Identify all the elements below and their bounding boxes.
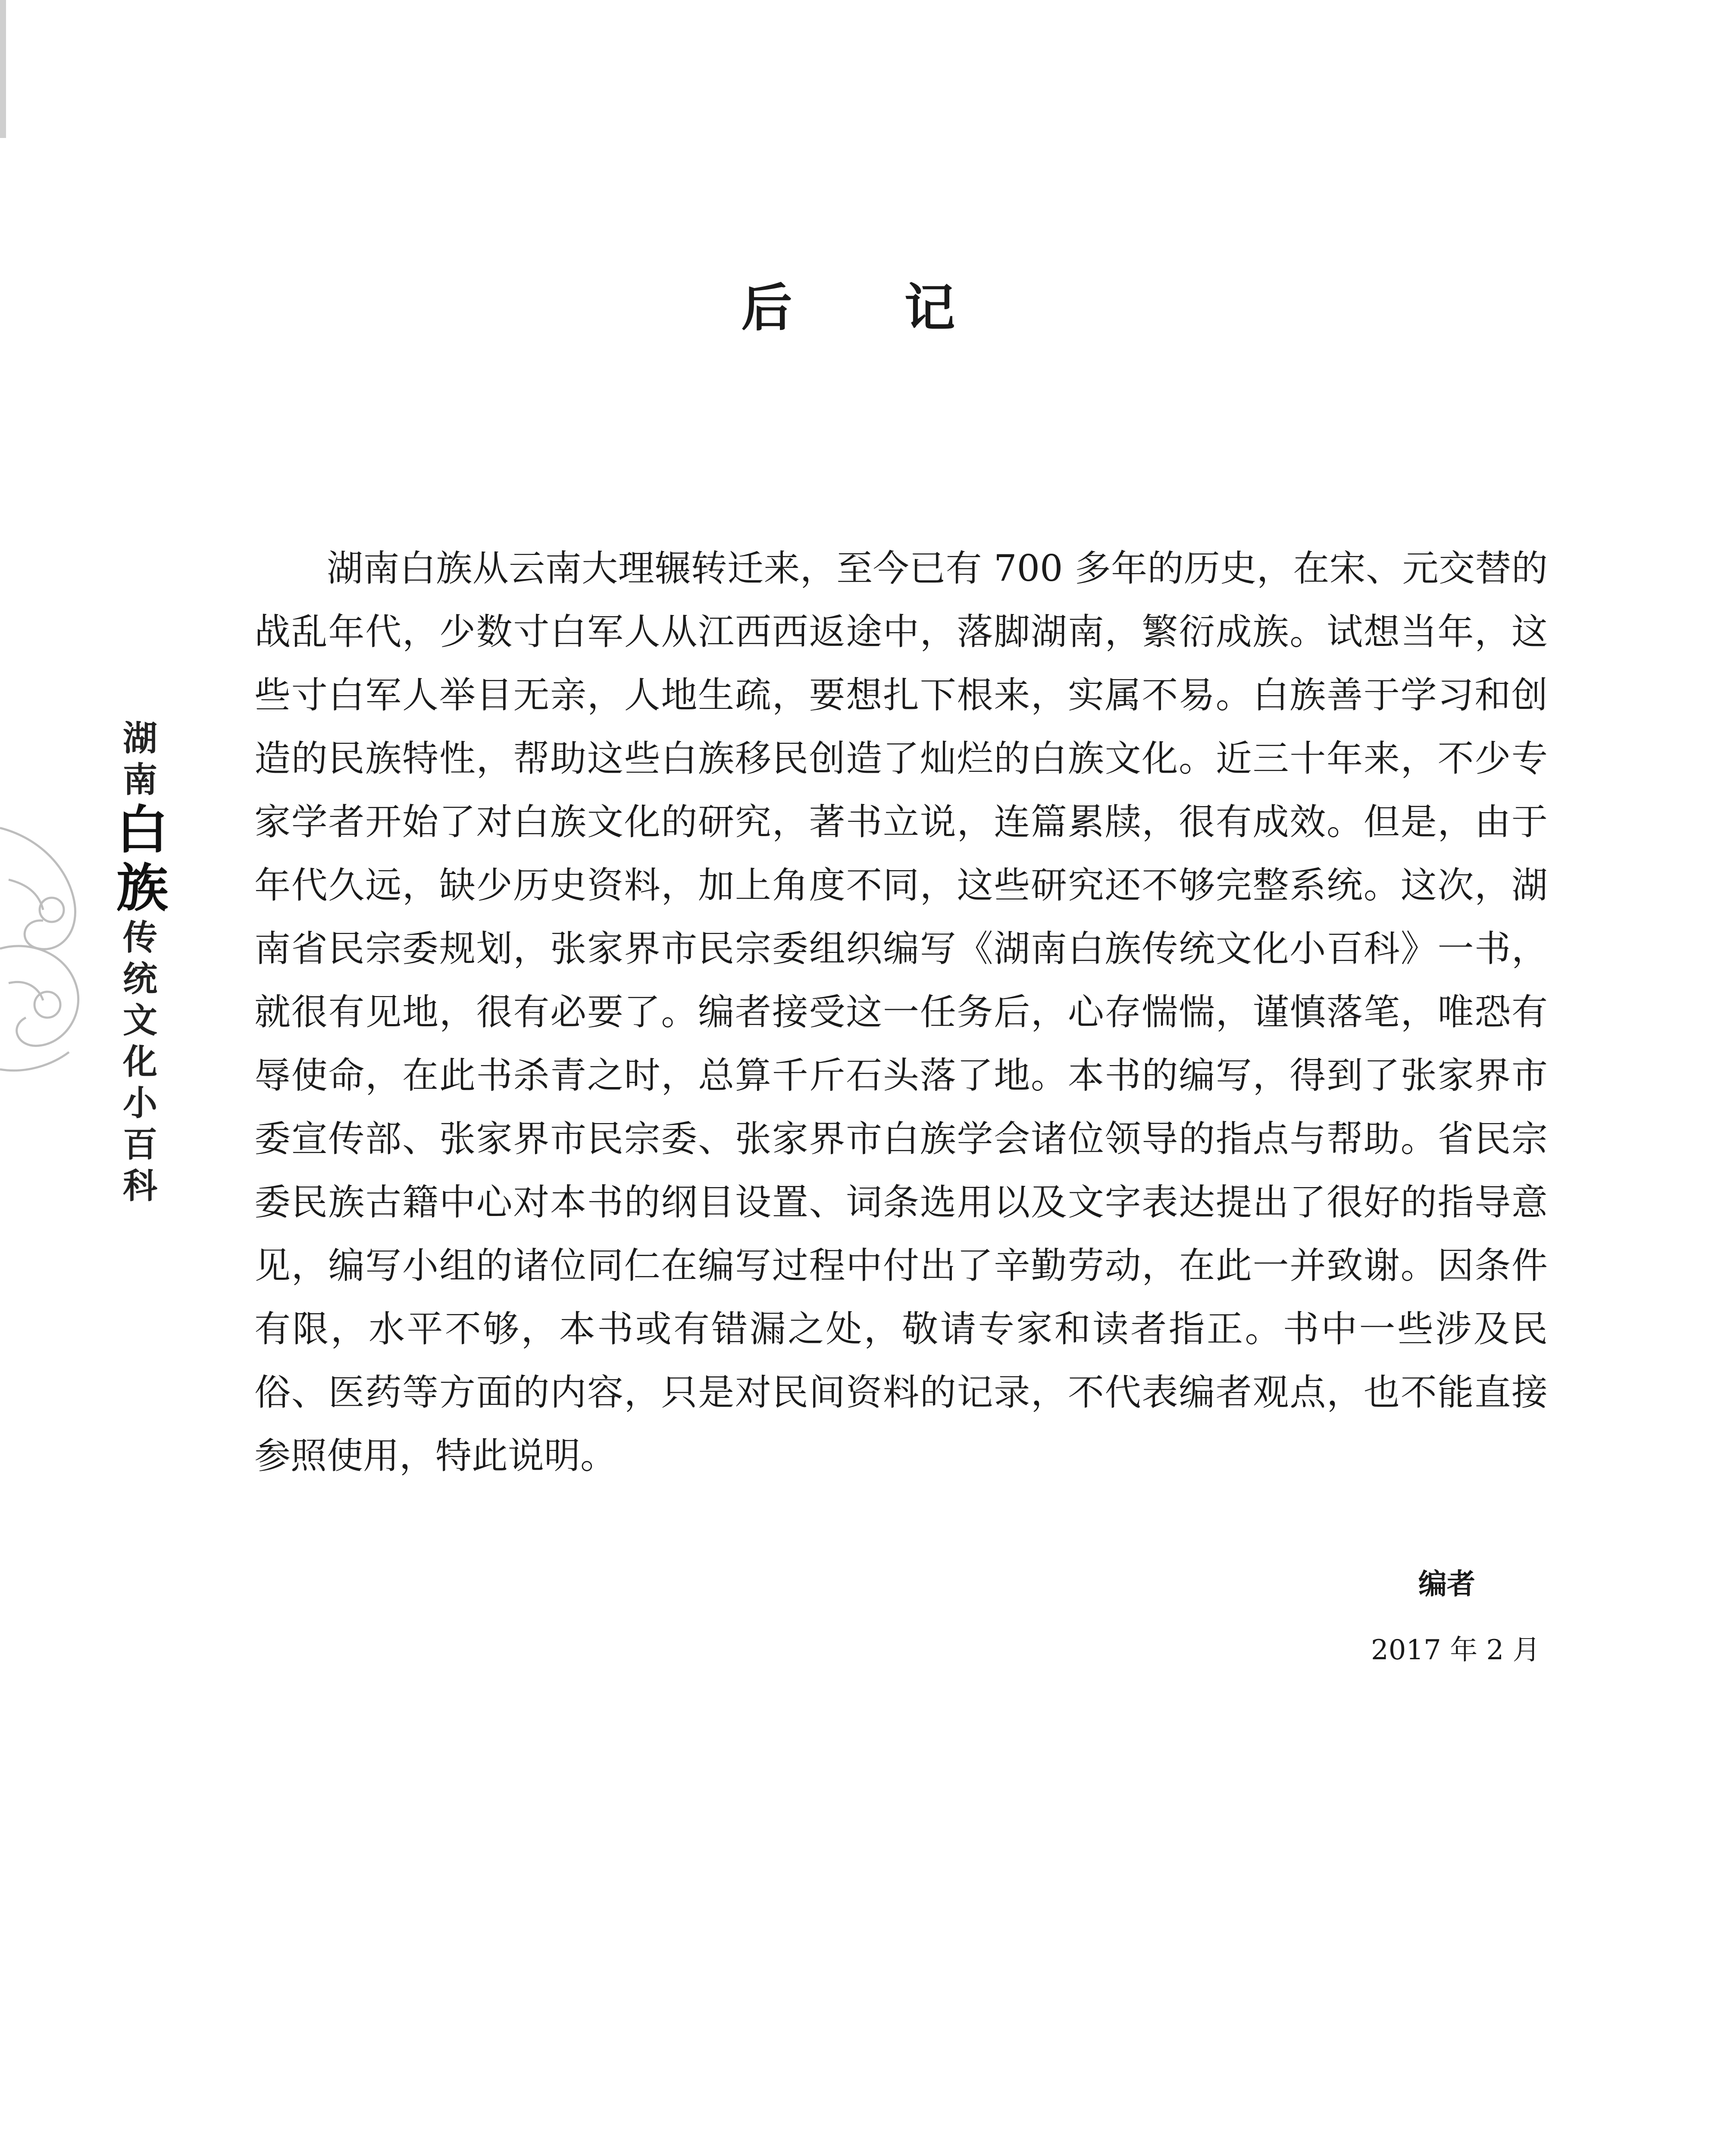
side-title-char: 族 [116, 858, 168, 918]
decorative-ornament-icon [0, 811, 103, 1087]
running-book-title [116, 718, 168, 1207]
side-title-char: 小 [123, 1083, 157, 1123]
author-signature: 编者 [1418, 1567, 1475, 1601]
signature-date: 2017 年 2 月 [1371, 1634, 1540, 1666]
side-title-char: 化 [123, 1042, 157, 1082]
side-title-char: 统 [123, 959, 157, 999]
side-title-char: 白 [116, 799, 168, 860]
scan-edge-mark [0, 0, 26, 138]
afterword-paragraph: 湖南白族从云南大理辗转迁来，至今已有 700 多年的历史，在宋、元交替的战乱年代，少数寸白军人从江西西返途中，落脚湖南，繁衍成族。试想当年，这些寸白军人举目无亲，人地生疏，要想扎下根来，实属不易。白族善于学习和创造的民族特性，帮助这些白族移民创造了灿烂的白族文化。近三十年来，不少专家学者开始了对白族文化的研究，著书立说，连篇累牍，很有成效。但是，由于年代久远，缺少历史资料，加上角度不同，这些研究还不够完整系统。这次，湖南省民宗委规划，张家界市民宗委组织编写《湖南白族传统文化小百科》一书，就很有见地，很有必要了。编者接受这一任务后，心存惴惴，谨慎落笔，唯恐有辱使命，在此书杀青之时，总算千斤石头落了地。本书的编写，得到了张家界市委宣传部、张家界市民宗委、张家界市白族学会诸位领导的指点与帮助。省民宗委民族古籍中心对本书的纲目设置、词条选用以及文字表达提出了很好的指导意见，编写小组的诸位同仁在编写过程中付出了辛勤劳动，在此一并致谢。因条件有限，水平不够，本书或有错漏之处，敬请专家和读者指正。书中一些涉及民俗、医药等方面的内容，只是对民间资料的记录，不代表编者观点，也不能直接参照使用，特此说明。 [254, 547, 1548, 1477]
side-title-char: 南 [123, 760, 157, 800]
side-title-char: 百 [123, 1125, 157, 1165]
side-title-char: 湖 [123, 718, 157, 758]
side-title-char: 科 [123, 1166, 157, 1206]
side-title-char: 传 [123, 918, 157, 958]
page-title: 后记 [741, 278, 1067, 338]
side-title-char: 文 [123, 1000, 157, 1040]
